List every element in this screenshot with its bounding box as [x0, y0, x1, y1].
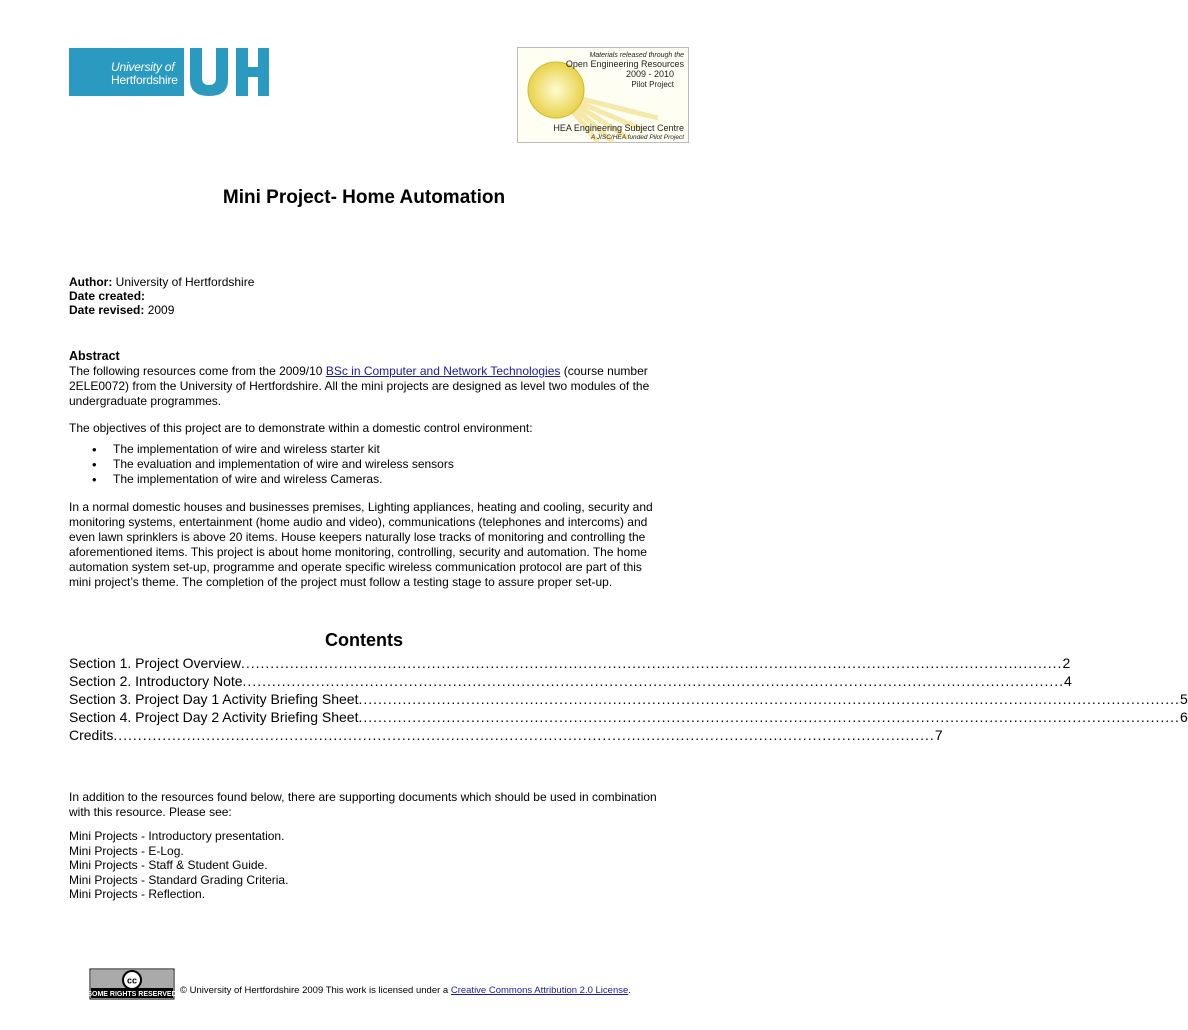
toc-dots: ........................................................................................................................................................................ — [358, 709, 1180, 725]
footer-text: © University of Hertfordshire 2009 This work is licensed under a — [180, 985, 451, 996]
badge-line-1: Materials released through the — [589, 52, 684, 59]
abstract-text-a: The following resources come from the 2009/10 — [69, 364, 326, 378]
logo-line-2: Hertfordshire — [111, 73, 178, 87]
toc-label: Section 3. Project Day 1 Activity Briefing Sheet — [69, 691, 359, 707]
list-item: • The implementation of wire and wireless starter kit — [92, 442, 454, 457]
supporting-list — [69, 829, 288, 902]
date-created-line — [69, 289, 145, 303]
list-item: Mini Projects - Reflection. — [69, 887, 206, 902]
badge-line-6: A JISC/HEA funded Pilot Project — [590, 134, 684, 141]
toc-entry[interactable] — [69, 690, 1188, 708]
toc-entry[interactable] — [69, 708, 1188, 726]
contents-heading: Contents — [325, 630, 403, 650]
supporting-intro: In addition to the resources found below, there are supporting documents which should be used in combination with this resource. Please see: — [69, 790, 657, 819]
footer-license — [180, 985, 631, 996]
date-created-label: Date created: — [69, 289, 146, 303]
footer-end: . — [628, 985, 631, 996]
cc-mark: cc — [126, 975, 138, 986]
document-title: Mini Project- Home Automation — [222, 187, 506, 208]
author-value: University of Hertfordshire — [112, 275, 255, 289]
university-logo — [69, 48, 269, 96]
license-link[interactable]: Creative Commons Attribution 2.0 License — [450, 985, 629, 996]
toc-label: Section 1. Project Overview — [69, 655, 241, 671]
toc-dots: ........................................................................................................................................................................ — [242, 673, 1065, 689]
toc-label: Section 4. Project Day 2 Activity Briefing Sheet — [69, 709, 359, 725]
abstract-text-b: (course number 2ELE0072) from the University of Hertfordshire. All the mini projects are designed as level two modules of the undergraduate programmes. — [69, 364, 650, 408]
toc-dots: ........................................................................................................................................................................ — [358, 691, 1180, 707]
toc-entry[interactable] — [69, 672, 1072, 690]
abstract-paragraph-2: The objectives of this project are to demonstrate within a domestic control environment: — [69, 421, 533, 435]
date-revised-line — [69, 303, 174, 317]
cc-text: SOME RIGHTS RESERVED — [87, 991, 177, 998]
badge-line-2: Open Engineering Resources — [565, 59, 684, 69]
oer-badge — [517, 47, 689, 143]
date-revised-value: 2009 — [144, 303, 175, 317]
author-label: Author: — [69, 275, 113, 289]
bsc-program-link[interactable]: BSc in Computer and Network Technologies — [325, 364, 561, 378]
toc-dots: ........................................................................................................................................................................ — [113, 727, 935, 743]
abstract-paragraph-1 — [69, 364, 659, 409]
toc-dots: ........................................................................................................................................................................ — [240, 655, 1063, 671]
toc-label: Credits — [69, 727, 114, 743]
date-revised-label: Date revised: — [69, 303, 145, 317]
uh-letters-icon — [184, 48, 269, 96]
cc-logo-icon — [87, 969, 177, 999]
list-item: Mini Projects - E-Log. — [69, 843, 184, 858]
list-item: • The implementation of wire and wireless Cameras. — [92, 472, 454, 487]
toc-page: 7 — [934, 727, 943, 743]
abstract-heading: Abstract — [69, 349, 120, 363]
list-item: Mini Projects - Standard Grading Criteria. — [69, 872, 289, 887]
objectives-list — [92, 442, 454, 487]
logo-line-1: University of — [111, 60, 175, 74]
toc-entry[interactable] — [69, 654, 1071, 672]
toc-label: Section 2. Introductory Note — [69, 673, 243, 689]
badge-line-5: HEA Engineering Subject Centre — [553, 123, 684, 133]
toc-page: 6 — [1179, 709, 1188, 725]
badge-line-4: Pilot Project — [631, 80, 674, 89]
badge-line-3: 2009 - 2010 — [625, 69, 674, 79]
toc-page: 4 — [1064, 673, 1072, 689]
toc-entry[interactable] — [69, 726, 943, 744]
list-item: • The evaluation and implementation of wire and wireless sensors — [92, 457, 454, 472]
author-line — [69, 275, 254, 289]
list-item: Mini Projects - Staff & Student Guide. — [69, 858, 268, 873]
toc-page: 5 — [1179, 691, 1188, 707]
cc-license-badge — [87, 969, 177, 999]
list-item: Mini Projects - Introductory presentation. — [69, 829, 285, 843]
toc-page: 2 — [1062, 655, 1071, 671]
abstract-paragraph-3: In a normal domestic houses and businesses premises, Lighting appliances, heating and cooling, security and monitoring systems, entertainment (home audio and video), communications (telephones and intercoms) and even lawn sprinklers is above 20 items. House keepers naturally lose tracks of monitoring and controlling the aforementioned items. This project is about home monitoring, controlling, security and automation. The home automation system set-up, programme and operate specific wireless communication protocol are part of this mini project’s theme. The completion of the project must follow a testing stage to assure proper set-up. — [69, 500, 653, 589]
